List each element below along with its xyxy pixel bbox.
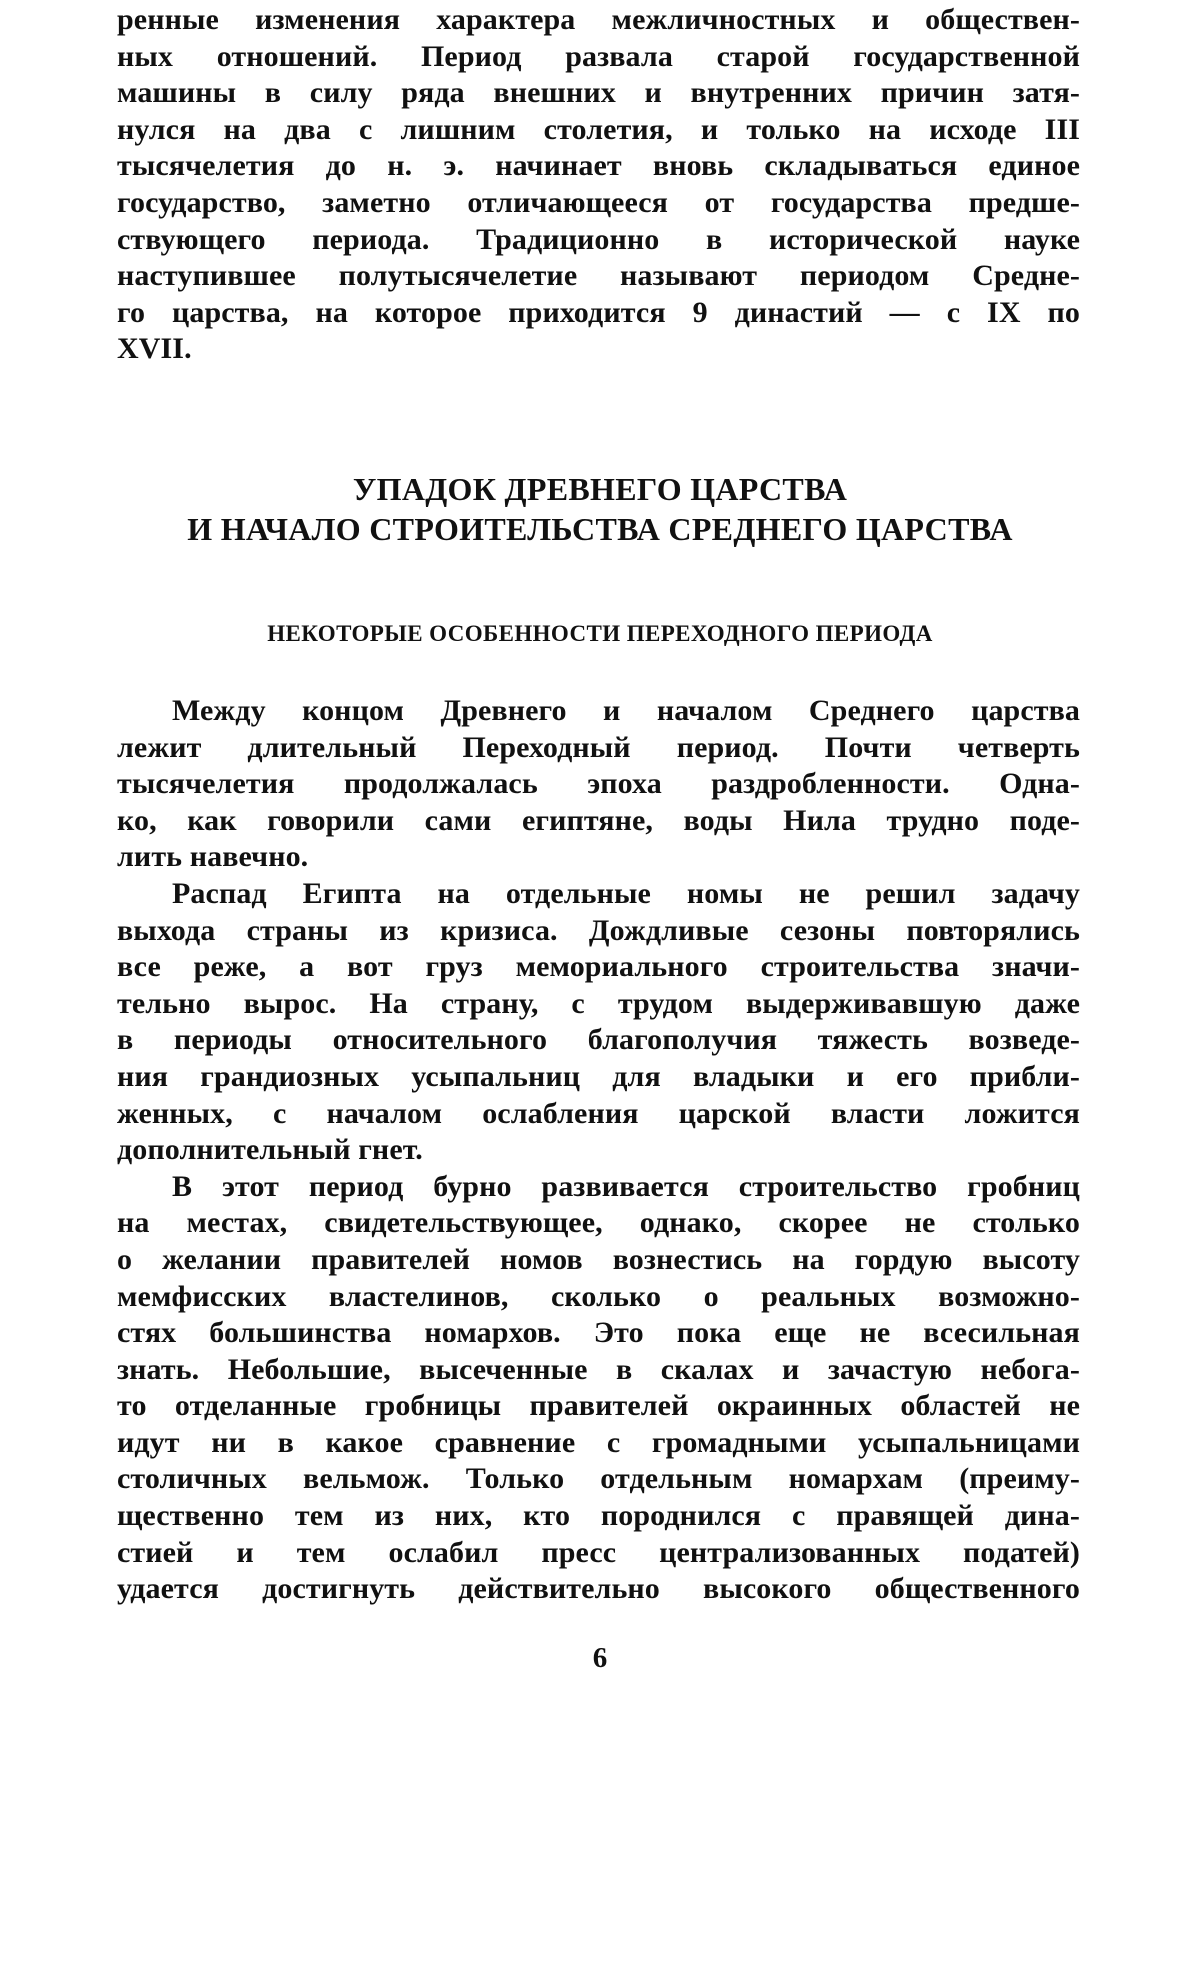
text-line: тельно вырос. На страну, с трудом выдерживавшую даже — [117, 986, 1080, 1020]
text-line: стях большинства номархов. Это пока еще не всесильная — [117, 1316, 1080, 1350]
text-line: то отделанные гробницы правителей окраинных областей не — [117, 1389, 1080, 1423]
text-line: ко, как говорили сами египтяне, воды Нила трудно поде- — [117, 803, 1080, 837]
text-line: знать. Небольшие, высеченные в скалах и зачастую небога- — [117, 1352, 1080, 1386]
text-line: выхода страны из кризиса. Дождливые сезоны повторялись — [117, 913, 1080, 947]
text-line: государство, заметно отличающееся от государства предше- — [117, 185, 1080, 219]
text-line: ния грандиозных усыпальниц для владыки и его прибли- — [117, 1059, 1080, 1093]
text-line: стией и тем ослабил пресс централизованных податей) — [117, 1535, 1080, 1569]
text-line: нулся на два с лишним столетия, и только на исходе III — [117, 112, 1080, 146]
section-title: НЕКОТОРЫЕ ОСОБЕННОСТИ ПЕРЕХОДНОГО ПЕРИОДА — [267, 621, 933, 646]
text-line: все реже, а вот груз мемориального строительства значи- — [117, 950, 1080, 984]
text-line: женных, с началом ослабления царской власти ложится — [117, 1096, 1080, 1130]
text-line: о желании правителей номов вознестись на гордую высоту — [117, 1242, 1080, 1276]
text-line: ренные изменения характера межличностных и обществен- — [117, 3, 1080, 36]
text-line: ствующего периода. Традиционно в исторической науке — [117, 222, 1080, 256]
text-line: тысячелетия до н. э. начинает вновь складываться единое — [117, 149, 1080, 183]
text-line: дополнительный гнет. — [117, 1133, 423, 1167]
text-line: Распад Египта на отдельные номы не решил задачу — [172, 876, 1080, 910]
text-line: тысячелетия продолжалась эпоха раздробленности. Одна- — [117, 767, 1080, 801]
text-line: щественно тем из них, кто породнился с правящей дина- — [117, 1499, 1080, 1533]
text-line: го царства, на которое приходится 9 династий — с IX по — [117, 295, 1080, 329]
chapter-title-line: И НАЧАЛО СТРОИТЕЛЬСТВА СРЕДНЕГО ЦАРСТВА — [187, 511, 1013, 547]
paragraph — [117, 693, 1080, 1608]
page-number: 6 — [592, 1642, 608, 1674]
chapter-title-line: УПАДОК ДРЕВНЕГО ЦАРСТВА — [352, 471, 848, 507]
chapter-title — [0, 469, 1200, 549]
text-line: мемфисских властелинов, сколько о реальных возможно- — [117, 1279, 1080, 1313]
text-line: XVII. — [117, 332, 192, 366]
text-line: В этот период бурно развивается строительство гробниц — [172, 1169, 1080, 1203]
text-line: Между концом Древнего и началом Среднего царства — [172, 694, 1080, 727]
text-line: идут ни в какое сравнение с громадными усыпальницами — [117, 1425, 1080, 1459]
text-line: лить навечно. — [117, 840, 309, 874]
text-line: на местах, свидетельствующее, однако, скорее не столько — [117, 1206, 1080, 1240]
text-line: лежит длительный Переходный период. Почти четверть — [117, 730, 1080, 764]
text-line: наступившее полутысячелетие называют периодом Средне- — [117, 259, 1080, 293]
top-paragraph — [117, 2, 1080, 368]
text-line: машины в силу ряда внешних и внутренних причин затя- — [117, 76, 1080, 110]
text-line: удается достигнуть действительно высокого общественного — [117, 1572, 1080, 1606]
text-line: ных отношений. Период развала старой государственной — [117, 39, 1080, 73]
text-line: столичных вельмож. Только отдельным номархам (преиму- — [117, 1462, 1080, 1496]
text-line: в периоды относительного благополучия тяжесть возведе- — [117, 1023, 1080, 1057]
